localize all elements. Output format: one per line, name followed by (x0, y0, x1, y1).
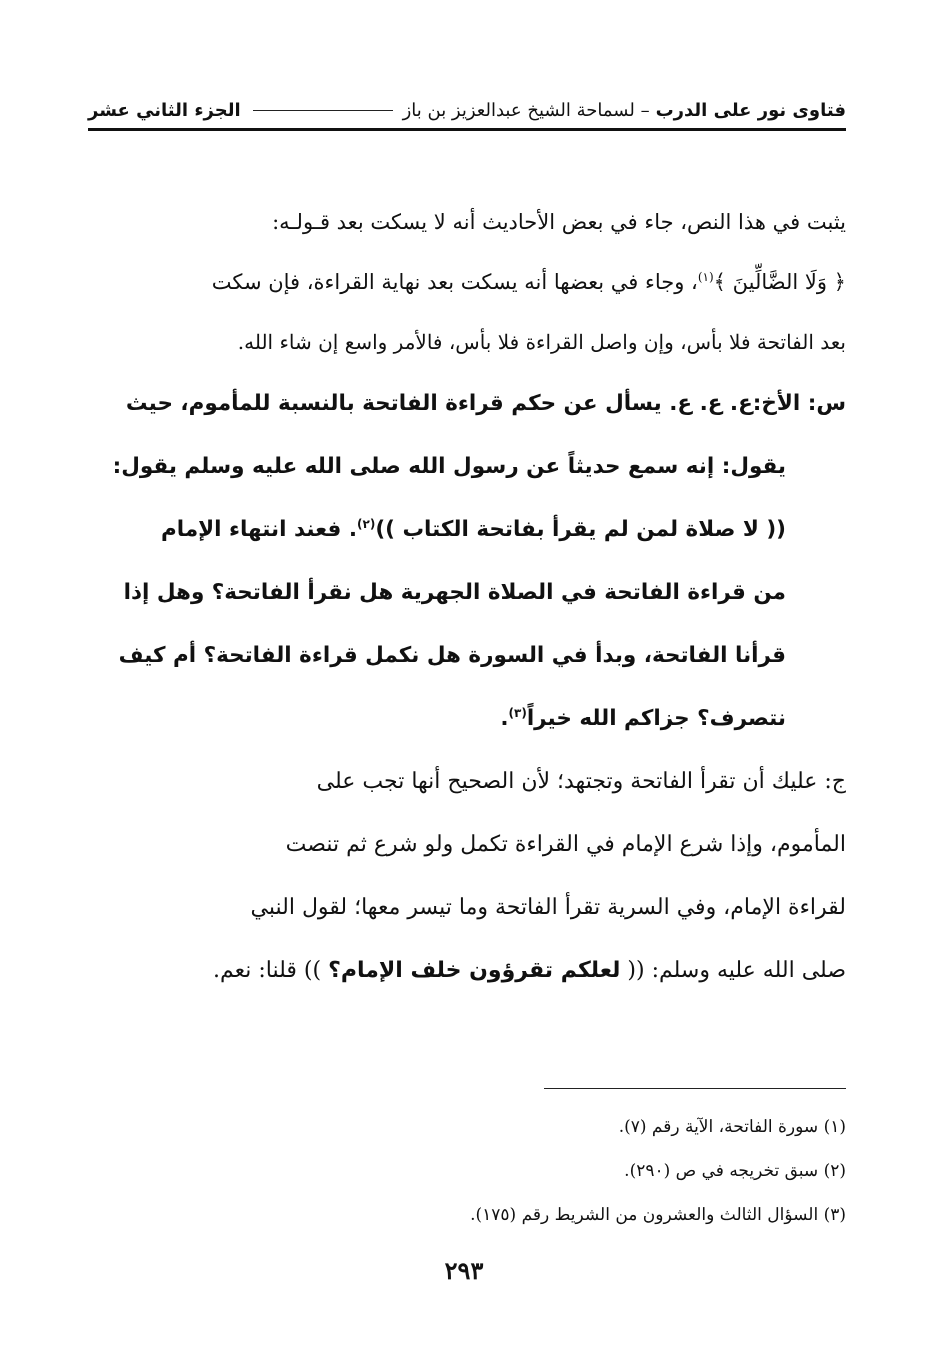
question-line-5: قرأنا الفاتحة، وبدأ في السورة هل نكمل قراءة الفاتحة؟ أم كيف (118, 643, 786, 668)
question-line-6 (88, 687, 846, 750)
volume-label: الجزء الثاني عشر (88, 99, 241, 121)
intro-line-3: بعد الفاتحة فلا بأس، وإن واصل القراءة فلا بأس، فالأمر واسع إن شاء الله. (237, 330, 846, 354)
question-line-1: س: الأخ:ع. ع. ع. يسأل عن حكم قراءة الفاتحة بالنسبة للمأموم، حيث (125, 391, 846, 416)
question-line-6-text: نتصرف؟ جزاكم الله خيراً (526, 706, 786, 731)
running-header (88, 93, 846, 127)
footnote-1: (١) سورة الفاتحة، الآية رقم (٧). (618, 1117, 846, 1137)
intro-line-2 (88, 252, 846, 312)
quran-verse: ﴿ وَلَا الضَّالِّينَ ﴾ (713, 270, 846, 294)
question-line-3-rest: . فعند انتهاء الإمام (160, 517, 358, 542)
answer-line-1: ج: عليك أن تقرأ الفاتحة وتجتهد؛ لأن الصحيح أنها تجب على (316, 769, 846, 794)
page-body (88, 192, 846, 1002)
answer-line-4 (88, 939, 846, 1002)
question-line-2: يقول: إنه سمع حديثاً عن رسول الله صلى الله عليه وسلم يقول: (112, 454, 786, 479)
question-line-3 (88, 498, 846, 561)
footnote-2: (٢) سبق تخريجه في ص (٢٩٠). (624, 1161, 846, 1181)
header-rule (88, 128, 846, 131)
book-title: فتاوى نور على الدرب (655, 99, 846, 121)
header-dash-line (253, 110, 393, 111)
footnote-ref-1: (١) (697, 270, 714, 284)
answer-line-4-start: صلى الله عليه وسلم: (( (627, 958, 846, 983)
author-name: – لسماحة الشيخ عبدالعزيز بن باز (402, 99, 650, 121)
question-line-4: من قراءة الفاتحة في الصلاة الجهرية هل نقرأ الفاتحة؟ وهل إذا (123, 580, 786, 605)
intro-line-2-rest: ، وجاء في بعضها أنه يسكت بعد نهاية القراءة، فإن سكت (211, 270, 698, 294)
intro-paragraph (88, 192, 846, 372)
footnotes (88, 1105, 846, 1237)
answer-line-3: لقراءة الإمام، وفي السرية تقرأ الفاتحة وما تيسر معها؛ لقول النبي (250, 895, 846, 920)
footnote-ref-3: (٣) (508, 705, 527, 720)
footnote-3: (٣) السؤال الثالث والعشرون من الشريط رقم (١٧٥). (470, 1205, 846, 1225)
question-line-6-end: . (500, 706, 509, 731)
hadith-quote: (( لا صلاة لمن لم يقرأ بفاتحة الكتاب )) (375, 517, 786, 542)
answer-line-4-end: )) قلنا: نعم. (213, 958, 322, 983)
footnote-rule (544, 1088, 846, 1089)
page-number: ٢٩٣ (444, 1256, 484, 1285)
hadith-bold: لعلكم تقرؤون خلف الإمام؟ (328, 958, 621, 983)
answer-line-2: المأموم، وإذا شرع الإمام في القراءة تكمل ولو شرع ثم تنصت (285, 832, 846, 857)
question-paragraph (88, 372, 846, 750)
footnote-ref-2: (٢) (357, 516, 376, 531)
answer-paragraph (88, 750, 846, 1002)
intro-line-1: يثبت في هذا النص، جاء في بعض الأحاديث أنه لا يسكت بعد قـولـه: (272, 210, 846, 234)
